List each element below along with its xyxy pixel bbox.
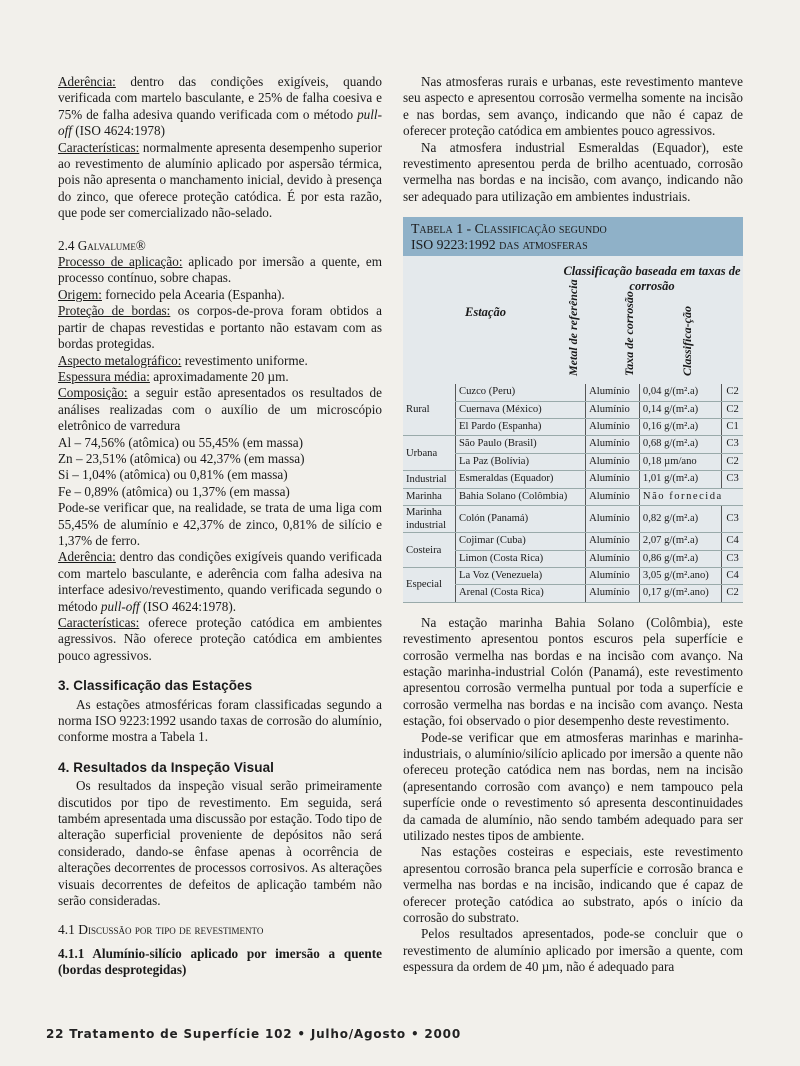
cell-metal: Alumínio bbox=[586, 453, 640, 470]
cell-class: C4 bbox=[722, 533, 743, 550]
text: (ISO 4624:1978) bbox=[71, 123, 165, 139]
cell-rate: 1,01 g/(m².a) bbox=[639, 471, 721, 488]
right-paragraph-6: Pelos resultados apresentados, pode-se concluir que o revestimento de alumínio aplicado por imersão a quente, com espessura da ordem de 40 µm, não é adequado para bbox=[403, 926, 743, 975]
cell-class: C3 bbox=[722, 436, 743, 453]
paragraph-processo bbox=[58, 254, 382, 287]
text: dentro das condições exigíveis quando verificada com martelo basculante, e aderência com falha adesiva na interface adesivo/revestimento, quando verificada segundo o método bbox=[58, 549, 382, 614]
text: aproximadamente 20 µm. bbox=[149, 368, 289, 384]
label: Características: bbox=[58, 615, 140, 630]
cell-metal: Alumínio bbox=[586, 567, 640, 584]
header-metal: Metal de referência bbox=[566, 279, 580, 377]
text: das atmosferas bbox=[495, 237, 588, 253]
composition-al: Al – 74,56% (atômica) ou 55,45% (em massa) bbox=[58, 434, 304, 450]
italic-term: pull-off bbox=[100, 598, 140, 614]
cell-class: C2 bbox=[722, 401, 743, 418]
cell-atmosphere-type: Industrial bbox=[403, 471, 456, 488]
text: fornecido pela Acearia (Espanha). bbox=[101, 286, 285, 302]
text: a seguir estão apresentados os resultados de análises realizadas com o auxílio de um microscópio eletrônico de varredura bbox=[58, 385, 382, 434]
paragraph-aspecto bbox=[58, 353, 382, 369]
left-column bbox=[58, 74, 382, 979]
section-4-heading: 4. Resultados da Inspeção Visual bbox=[58, 759, 275, 775]
cell-metal: Alumínio bbox=[586, 550, 640, 567]
page-footer: 22 Tratamento de Superfície 102 • Julho/Agosto • 2000 bbox=[46, 1027, 461, 1041]
header-classificacao-baseada: Classificação baseada em taxas de corrosão bbox=[563, 264, 741, 294]
label-aderencia: Aderência: bbox=[58, 74, 116, 89]
cell-rate: 0,68 g/(m².a) bbox=[639, 436, 721, 453]
label: Aspecto metalográfico: bbox=[58, 352, 182, 368]
cell-class: C3 bbox=[722, 506, 743, 533]
paragraph-espessura bbox=[58, 369, 382, 385]
subsection-4-1: 4.1 Discussão por tipo de revestimento bbox=[58, 921, 264, 937]
right-column bbox=[403, 74, 743, 976]
cell-atmosphere-type: Especial bbox=[403, 567, 456, 602]
italic-term: pull-off bbox=[58, 106, 382, 139]
cell-station: Colón (Panamá) bbox=[456, 506, 586, 533]
right-paragraph-5: Nas estações costeiras e especiais, este revestimento apresentou corrosão branca pela superfície e corrosão branca e vermelha nas bordas e na incisão, indicando que é capaz de oferecer proteção catódica ao substrato, após o início da corrosão do substrato. bbox=[403, 844, 743, 926]
cell-atmosphere-type: Marinha industrial bbox=[403, 506, 456, 533]
cell-station: Cuzco (Peru) bbox=[456, 384, 586, 401]
label: Composição: bbox=[58, 385, 128, 401]
right-paragraph-2: Na atmosfera industrial Esmeraldas (Equador), este revestimento apresentou perda de brilho acentuado, corrosão vermelha nas bordas e na incisão, com avanço, indicando não ser adequado para utilização em ambientes industriais. bbox=[403, 139, 743, 204]
text: oferece proteção catódica em ambientes agressivos. Não oferece proteção catódica em ambientes pouco agressivos. bbox=[58, 615, 382, 663]
composition-si: Si – 1,04% (atômica) ou 0,81% (em massa) bbox=[58, 467, 288, 483]
cell-metal: Alumínio bbox=[586, 488, 640, 505]
table-1-title bbox=[403, 217, 743, 256]
cell-class: C2 bbox=[722, 453, 743, 470]
right-paragraph-4: Pode-se verificar que em atmosferas marinhas e marinha-industriais, o alumínio/silício aplicado por imersão a quente não ofereceu proteção catódica nem nas bordas, nem na incisão (apresentando corrosão com avanço) e nem tampouco pela superfície onde o revestimento só apresenta descontinuidades da camada de alumínio, não sendo também adequado para ser utilizado nestes tipos de ambiente. bbox=[403, 729, 743, 843]
table-row bbox=[403, 488, 743, 505]
cell-rate: 0,16 g/(m².a) bbox=[639, 419, 721, 436]
cell-metal: Alumínio bbox=[586, 533, 640, 550]
section-4-text: Os resultados da inspeção visual serão primeiramente discutidos por tipo de revestimento. Em seguida, será também apresentada uma discussão por estação. Todo tipo de alteração superficial proveniente de depósitos não será considerado, dando-se ênfase apenas à ocorrência de alterações decorrentes de processos corrosivos. As alterações visuais decorrentes de defeitos de aplicação também não serão consideradas. bbox=[58, 778, 382, 909]
composition-zn: Zn – 23,51% (atômica) ou 42,37% (em massa) bbox=[58, 450, 305, 466]
cell-metal: Alumínio bbox=[586, 419, 640, 436]
paragraph-aderencia-2 bbox=[58, 549, 382, 615]
table-row bbox=[403, 533, 743, 550]
text: revestimento uniforme. bbox=[181, 352, 308, 368]
text: normalmente apresenta desempenho superior ao revestimento de alumínio aplicado por aspersão térmica, pois não apresenta o manchamento inicial, devido à presença do zinco, que oferece proteção catódica. É por esta razão, que pode ser comercializado não-selado. bbox=[58, 139, 382, 221]
cell-class: C2 bbox=[722, 384, 743, 401]
cell-atmosphere-type: Marinha bbox=[403, 488, 456, 505]
classification-table bbox=[403, 384, 743, 602]
cell-station: Cojimar (Cuba) bbox=[456, 533, 586, 550]
cell-class: C3 bbox=[722, 471, 743, 488]
cell-station: Esmeraldas (Equador) bbox=[456, 471, 586, 488]
table-row bbox=[403, 506, 743, 533]
cell-station: Arenal (Costa Rica) bbox=[456, 585, 586, 602]
table-title-line1: Tabela 1 - Classificação segundo bbox=[411, 221, 607, 237]
table-title-line2 bbox=[411, 237, 735, 253]
cell-rate: 0,86 g/(m².a) bbox=[639, 550, 721, 567]
cell-metal: Alumínio bbox=[586, 401, 640, 418]
paragraph-caracteristicas-2 bbox=[58, 615, 382, 664]
table-row bbox=[403, 384, 743, 401]
cell-metal: Alumínio bbox=[586, 506, 640, 533]
cell-rate: Não fornecida bbox=[639, 488, 743, 505]
paragraph-composition-conclusion: Pode-se verificar que, na realidade, se trata de uma liga com 55,45% de alumínio e 42,37% de zinco, 0,81% de silício e 1,37% de ferro. bbox=[58, 500, 382, 548]
cell-station: Bahia Solano (Colômbia) bbox=[456, 488, 586, 505]
cell-metal: Alumínio bbox=[586, 471, 640, 488]
section-3-text: As estações atmosféricas foram classificadas segundo a norma ISO 9223:1992 usando taxas de corrosão do alumínio, conforme mostra a Tabela 1. bbox=[58, 696, 382, 745]
paragraph-aderencia bbox=[58, 74, 382, 140]
label: Proteção de bordas: bbox=[58, 303, 171, 319]
cell-rate: 2,07 g/(m².a) bbox=[639, 533, 721, 550]
text: aplicado por imersão a quente, em processo contínuo, sobre chapas. bbox=[58, 254, 382, 286]
table-row bbox=[403, 567, 743, 584]
label: Espessura média: bbox=[58, 368, 150, 384]
text: ISO 9223:1992 bbox=[411, 237, 496, 253]
header-estacao: Estação bbox=[465, 305, 506, 320]
text: os corpos-de-prova foram obtidos a partir de chapas revestidas e portanto não estavam com as bordas protegidas. bbox=[58, 303, 382, 352]
cell-rate: 0,14 g/(m².a) bbox=[639, 401, 721, 418]
subsection-4-1-1: 4.1.1 Alumínio-silício aplicado por imersão a quente (bordas desprotegidas) bbox=[58, 945, 382, 978]
cell-metal: Alumínio bbox=[586, 585, 640, 602]
composition-fe: Fe – 0,89% (atômica) ou 1,37% (em massa) bbox=[58, 483, 290, 499]
cell-atmosphere-type: Urbana bbox=[403, 436, 456, 471]
cell-metal: Alumínio bbox=[586, 436, 640, 453]
header-classificacao: Classifica-ção bbox=[680, 306, 694, 377]
paragraph-caracteristicas bbox=[58, 140, 382, 222]
cell-station: Limon (Costa Rica) bbox=[456, 550, 586, 567]
table-row bbox=[403, 471, 743, 488]
cell-class: C3 bbox=[722, 550, 743, 567]
right-paragraph-3: Na estação marinha Bahia Solano (Colômbia), este revestimento apresentou pontos escuros pela superfície e corrosão vermelha nas bordas e na incisão com avanço. Na estação marinha-industrial Colón (Panamá), este revestimento apresentou corrosão vermelha puntual por toda a superfície e corrosão vermelha nas bordas e na incisão com avanço. Nesta estação, foi observado o pior desempenho deste revestimento. bbox=[403, 614, 743, 729]
cell-atmosphere-type: Rural bbox=[403, 384, 456, 436]
cell-station: São Paulo (Brasil) bbox=[456, 436, 586, 453]
header-taxa: Taxa de corrosão bbox=[622, 291, 636, 377]
cell-rate: 0,18 µm/ano bbox=[639, 453, 721, 470]
cell-station: La Paz (Bolívia) bbox=[456, 453, 586, 470]
cell-class: C2 bbox=[722, 585, 743, 602]
label: Aderência: bbox=[58, 549, 116, 565]
cell-rate: 0,82 g/(m².a) bbox=[639, 506, 721, 533]
text: dentro das condições exigíveis, quando verificada com martelo basculante, e 25% de falha coesiva e 75% de falha adesiva quando verificada com o método bbox=[58, 74, 382, 122]
subsection-2-4: 2.4 Galvalume® bbox=[58, 237, 146, 253]
cell-metal: Alumínio bbox=[586, 384, 640, 401]
cell-station: Cuernava (México) bbox=[456, 401, 586, 418]
table-header bbox=[403, 256, 743, 384]
cell-station: El Pardo (Espanha) bbox=[456, 419, 586, 436]
cell-rate: 0,04 g/(m².a) bbox=[639, 384, 721, 401]
cell-rate: 3,05 g/(m².ano) bbox=[639, 567, 721, 584]
cell-station: La Voz (Venezuela) bbox=[456, 567, 586, 584]
text: (ISO 4624:1978). bbox=[139, 598, 237, 614]
section-3-heading: 3. Classificação das Estações bbox=[58, 678, 253, 694]
cell-atmosphere-type: Costeira bbox=[403, 533, 456, 568]
label: Origem: bbox=[58, 286, 102, 302]
label-caracteristicas: Características: bbox=[58, 139, 140, 155]
table-row bbox=[403, 436, 743, 453]
label: Processo de aplicação: bbox=[58, 254, 183, 270]
paragraph-origem bbox=[58, 287, 382, 303]
right-paragraph-1: Nas atmosferas rurais e urbanas, este revestimento manteve seu aspecto e apresentou corrosão vermelha somente na incisão e nas bordas, sem avanço, indicando que não é capaz de oferecer proteção catódica em ambientes pouco agressivos. bbox=[403, 74, 743, 139]
cell-class: C1 bbox=[722, 419, 743, 436]
cell-rate: 0,17 g/(m².ano) bbox=[639, 585, 721, 602]
paragraph-protecao bbox=[58, 303, 382, 352]
cell-class: C4 bbox=[722, 567, 743, 584]
paragraph-composicao bbox=[58, 385, 382, 434]
